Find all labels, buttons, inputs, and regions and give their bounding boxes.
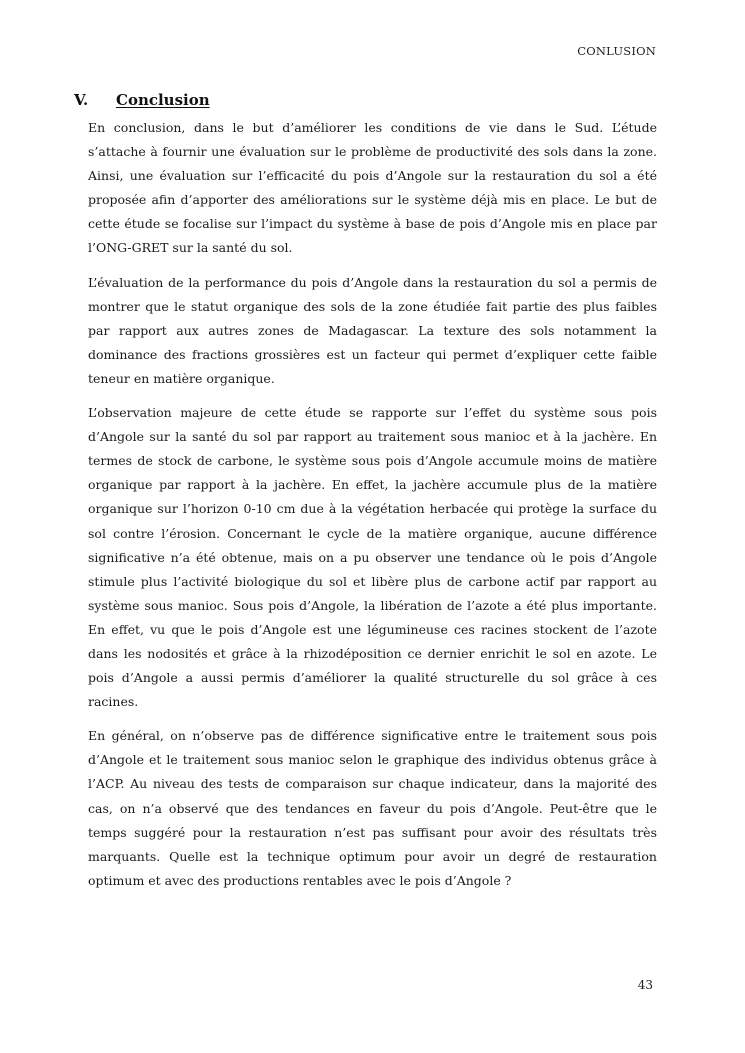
page-number: 43 bbox=[637, 978, 653, 992]
running-header: CONLUSION bbox=[577, 44, 656, 58]
paragraph-1: En conclusion, dans le but d’améliorer les conditions de vie dans le Sud. L’étude s’attache à fournir une évaluation sur le problème de productivité des sols dans la zone. Ainsi, une évaluation sur l’efficacité du pois d’Angole sur la restauration du sol a été proposée afin d’apporter des améliorations sur le système déjà mis en place. Le but de cette étude se focalise sur l’impact du système à base de pois d’Angole mis en place par l’ONG-GRET sur la santé du sol. bbox=[88, 120, 657, 256]
body-text bbox=[88, 116, 657, 903]
section-number: V. bbox=[74, 91, 89, 109]
paragraph-2: L’évaluation de la performance du pois d’Angole dans la restauration du sol a permis de montrer que le statut organique des sols de la zone étudiée fait partie des plus faibles par rapport aux autres zones de Madagascar. La texture des sols notamment la dominance des fractions grossières est un facteur qui permet d’expliquer cette faible teneur en matière organique. bbox=[88, 274, 657, 386]
section-title: Conclusion bbox=[116, 91, 210, 109]
section-heading bbox=[74, 91, 664, 109]
paragraph-4: En général, on n’observe pas de différence significative entre le traitement sous pois d’Angole et le traitement sous manioc selon le graphique des individus obtenus grâce à l’ACP. Au niveau des tests de comparaison sur chaque indicateur, dans la majorité des cas, on n’a observé que des tendances en faveur du pois d’Angole. Peut-être que le temps suggéré pour la restauration n’est pas suffisant pour avoir des résultats très marquants. Quelle est la technique optimum pour avoir un degré de restauration optimum et avec des productions rentables avec le pois d’Angole ? bbox=[88, 728, 657, 888]
paragraph-3: L’observation majeure de cette étude se rapporte sur l’effet du système sous pois d’Angole sur la santé du sol par rapport au traitement sous manioc et à la jachère. En termes de stock de carbone, le système sous pois d’Angole accumule moins de matière organique par rapport à la jachère. En effet, la jachère accumule plus de la matière organique sur l’horizon 0-10 cm due à la végétation herbacée qui protège la surface du sol contre l’érosion. Concernant le cycle de la matière organique, aucune différence significative n’a été obtenue, mais on a pu observer une tendance où le pois d’Angole stimule plus l’activité biologique du sol et libère plus de carbone actif par rapport au système sous manioc. Sous pois d’Angole, la libération de l’azote a été plus importante. En effet, vu que le pois d’Angole est une légumineuse ces racines stockent de l’azote dans les nodosités et grâce à la rhizodéposition ce dernier enrichit le sol en azote. Le pois d’Angole a aussi permis d’améliorer la qualité structurelle du sol grâce à ces racines. bbox=[88, 405, 657, 710]
